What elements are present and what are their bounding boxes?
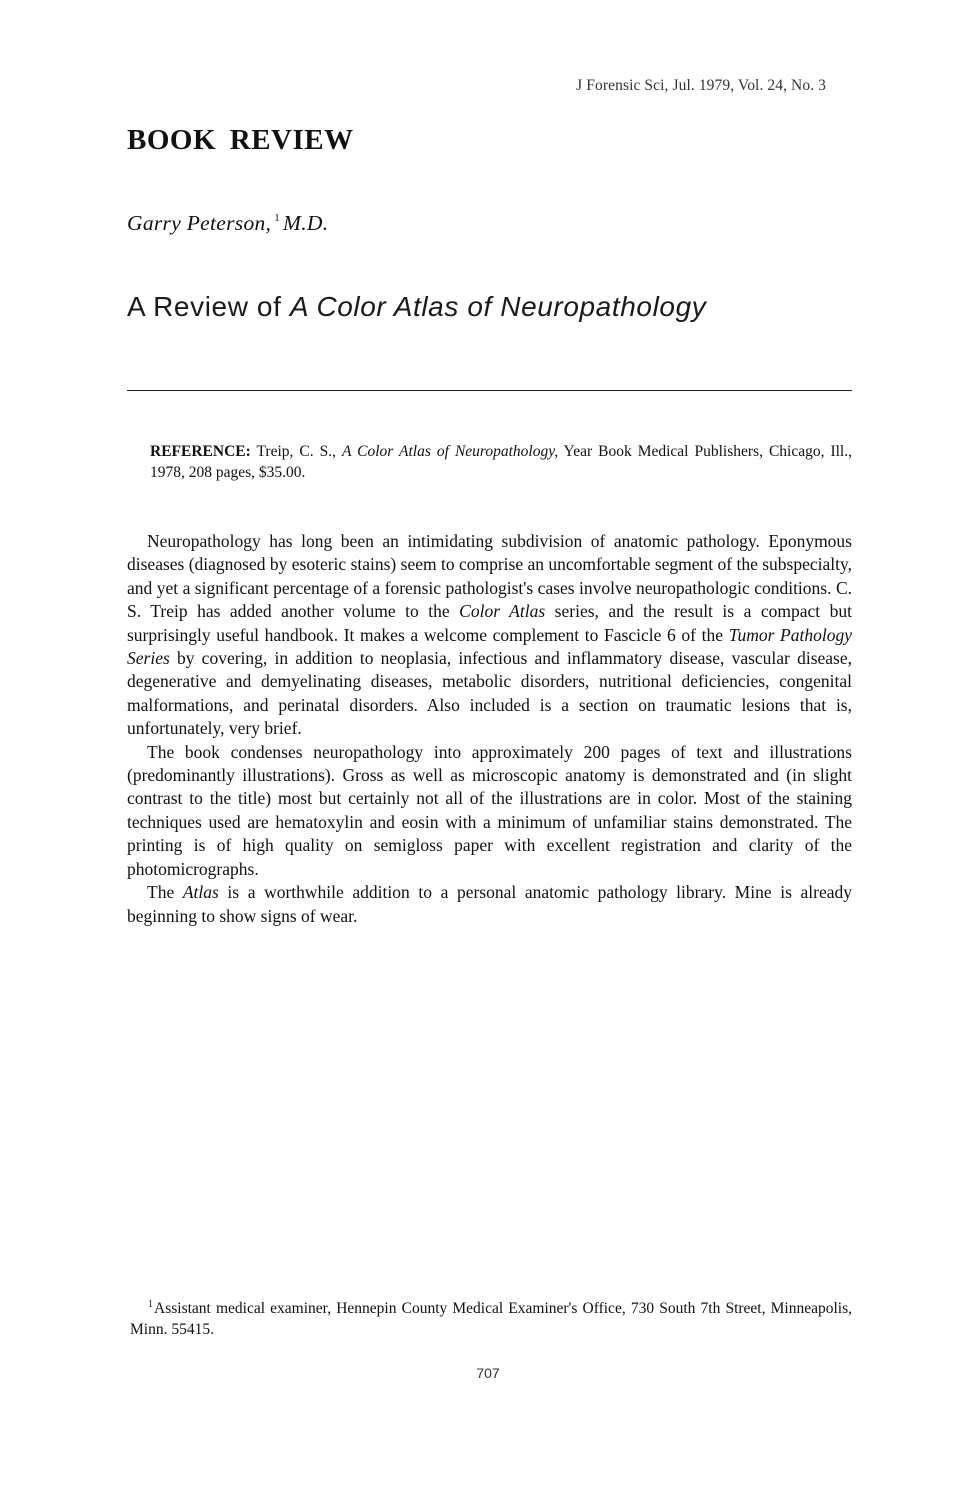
author-footnote-mark: 1 [274,212,281,224]
author-footnote [130,1294,852,1340]
paragraph-1-text-b: series, and the result is a compact but surprisingly useful handbook. It makes a welcome complement to Fascicle 6 of the [127,601,852,645]
running-head: J Forensic Sci, Jul. 1979, Vol. 24, No. 3 [576,77,826,94]
paragraph-2: The book condenses neuropathology into approximately 200 pages of text and illustrations (predominantly illustrations). Gross as well as microscopic anatomy is demonstrated and (in slight contrast to the title) most but certainly not all of the illustrations are in color. Most of the staining techniques used are hematoxylin and eosin with a minimum of unfamiliar stains demonstrated. The printing is of high quality on semigloss paper with excellent registration and clarity of the photomicrographs. [127,741,852,879]
reference-label: REFERENCE: [150,443,251,460]
footnote-paragraph [130,1294,852,1340]
footnote-mark: 1 [148,1299,153,1310]
paragraph-1 [127,530,852,741]
review-body [127,530,852,928]
paragraph-1-text-c: by covering, in addition to neoplasia, infectious and inflammatory disease, vascular disease, degenerative and demyelinating diseases, metabolic disorders, nutritional deficiencies, congenital malformations, and perinatal disorders. Also included is a section on traumatic lesions that is, unfortunately, very brief. [127,648,852,739]
title-divider [127,390,852,391]
article-title-book: A Color Atlas of Neuropathology [289,291,707,322]
footnote-text: Assistant medical examiner, Hennepin County Medical Examiner's Office, 730 South 7th Street, Minneapolis, Minn. 55415. [130,1300,852,1338]
author-name: Garry Peterson, [127,211,272,235]
reference-book-title: A Color Atlas of Neuropathology, [341,443,559,460]
author-line [127,211,328,236]
page-number: 707 [476,1365,500,1381]
section-heading: BOOK REVIEW [127,124,354,156]
author-degree: M.D. [283,211,329,235]
article-title-prefix: A Review of [127,291,290,322]
paragraph-3 [127,881,852,928]
paragraph-1-italic-tumor-series: Tumor Pathology Series [127,624,852,669]
paragraph-3-text-a: The [147,882,183,903]
paragraph-1-text-a: Neuropathology has long been an intimidating subdivision of anatomic pathology. Eponymous diseases (diagnosed by esoteric stains) seem to comprise an uncomfortable segment of the subspecialty, and yet a significant percentage of a forensic pathologist's cases involve neuropathologic conditions. C. S. Treip has added another volume to the [127,531,852,622]
reference-block [150,441,852,483]
paragraph-3-text-b: is a worthwhile addition to a personal anatomic pathology library. Mine is already beginning to show signs of wear. [127,882,852,926]
paragraph-1-italic-series: Color Atlas [459,601,546,622]
reference-author: Treip, C. S., [250,443,342,460]
article-title [127,291,706,323]
paragraph-3-italic-atlas: Atlas [182,882,219,903]
reference-details: Year Book Medical Publishers, Chicago, Ill., 1978, 208 pages, $35.00. [150,443,852,481]
